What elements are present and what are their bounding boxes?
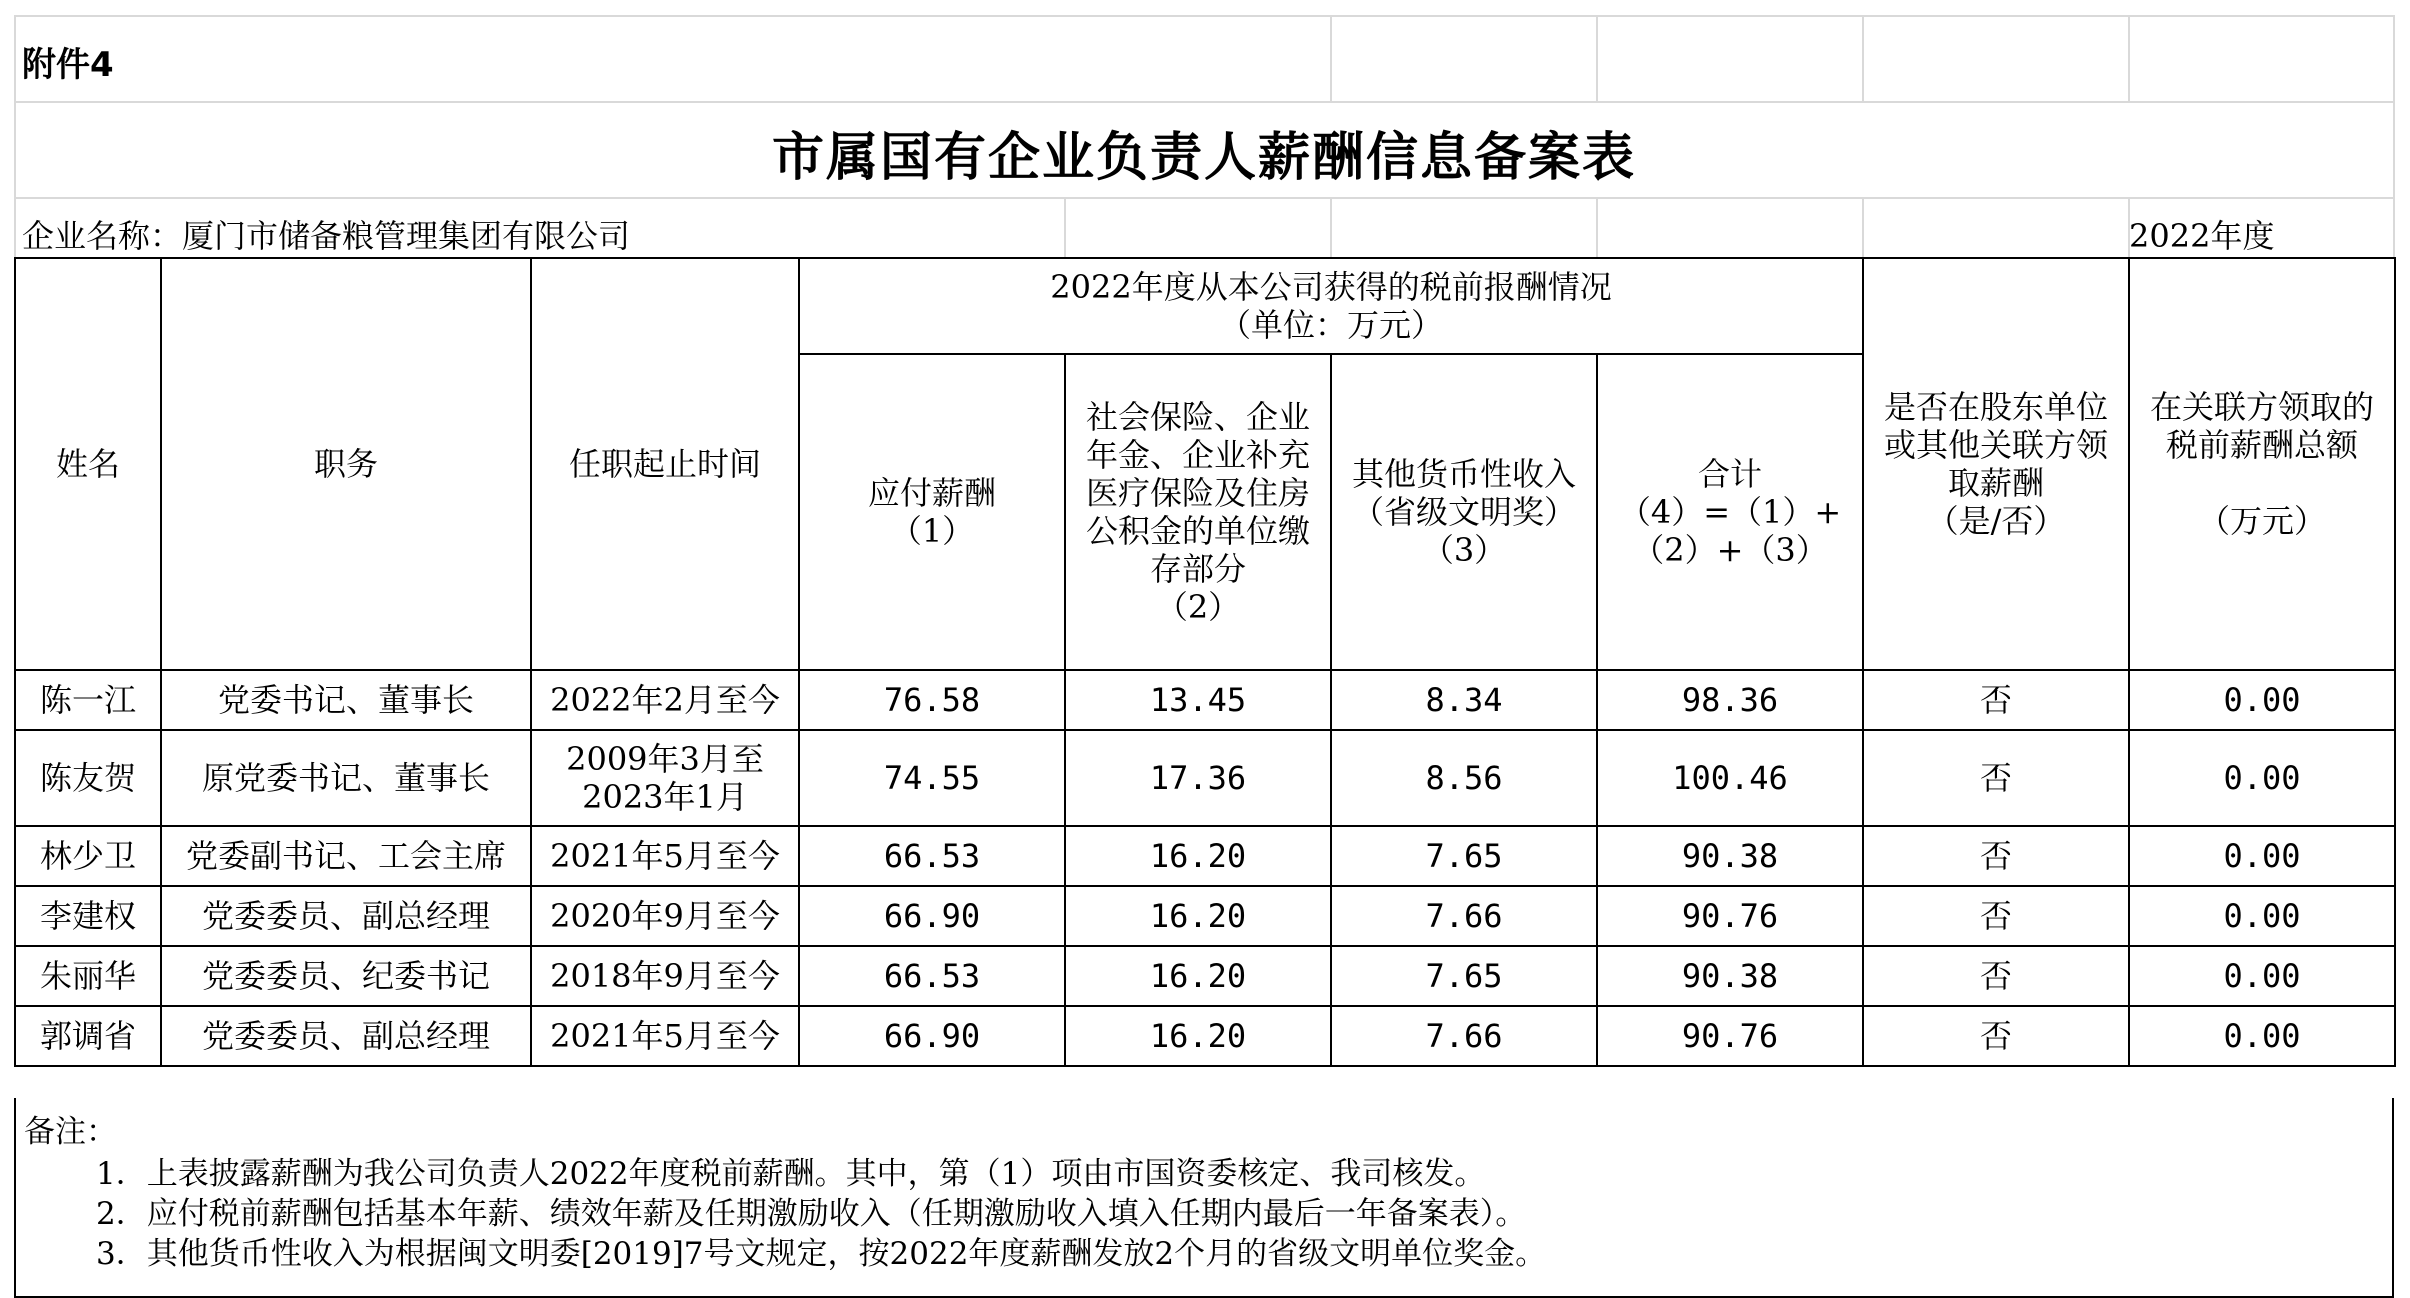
header-line: （2） bbox=[1155, 588, 1241, 626]
cell-shareholder: 否 bbox=[1863, 886, 2129, 946]
cell-name: 郭调省 bbox=[15, 1006, 161, 1066]
cell-related: 0.00 bbox=[2129, 670, 2395, 730]
cell-insurance: 16.20 bbox=[1065, 1006, 1331, 1066]
header-insurance bbox=[1065, 354, 1331, 670]
header-name: 姓名 bbox=[15, 258, 161, 670]
cell-shareholder: 否 bbox=[1863, 826, 2129, 886]
table-row bbox=[15, 730, 2395, 826]
cell-other: 8.34 bbox=[1331, 670, 1597, 730]
header-position: 职务 bbox=[161, 258, 531, 670]
cell-term bbox=[531, 730, 799, 826]
cell-other: 7.66 bbox=[1331, 886, 1597, 946]
remark-line: 1．上表披露薪酬为我公司负责人2022年度税前薪酬。其中，第（1）项由市国资委核定、我司核发。 bbox=[96, 1156, 1486, 1192]
cell-other: 7.65 bbox=[1331, 946, 1597, 1006]
cell-pay: 76.58 bbox=[799, 670, 1065, 730]
grid-line bbox=[1064, 197, 1066, 257]
cell-pay: 66.90 bbox=[799, 886, 1065, 946]
header-line: （万元） bbox=[2198, 502, 2327, 540]
cell-position: 党委委员、副总经理 bbox=[161, 1006, 531, 1066]
cell-position: 党委委员、副总经理 bbox=[161, 886, 531, 946]
table-row bbox=[15, 826, 2395, 886]
cell-total: 98.36 bbox=[1597, 670, 1863, 730]
cell-related: 0.00 bbox=[2129, 1006, 2395, 1066]
cell-name: 朱丽华 bbox=[15, 946, 161, 1006]
cell-total: 90.76 bbox=[1597, 1006, 1863, 1066]
header-related bbox=[2129, 258, 2395, 670]
cell-name: 林少卫 bbox=[15, 826, 161, 886]
cell-pay: 66.53 bbox=[799, 826, 1065, 886]
header-line: 其他货币性收入 bbox=[1351, 455, 1576, 493]
cell-pay: 74.55 bbox=[799, 730, 1065, 826]
cell-name: 陈一江 bbox=[15, 670, 161, 730]
header-line: 医疗保险及住房 bbox=[1085, 474, 1310, 512]
header-line: 取薪酬 bbox=[1948, 464, 2045, 502]
page-title: 市属国有企业负责人薪酬信息备案表 bbox=[771, 127, 1636, 188]
cell-name: 陈友贺 bbox=[15, 730, 161, 826]
header-line: 或其他关联方领 bbox=[1884, 426, 2109, 464]
header-line: 在关联方领取的 bbox=[2150, 388, 2375, 426]
grid-line bbox=[14, 15, 2394, 17]
grid-line bbox=[1596, 197, 1598, 257]
cell-position: 原党委书记、董事长 bbox=[161, 730, 531, 826]
table-row bbox=[15, 946, 2395, 1006]
header-pay bbox=[799, 354, 1065, 670]
header-line: 社会保险、企业 bbox=[1085, 398, 1310, 436]
cell-position: 党委副书记、工会主席 bbox=[161, 826, 531, 886]
attachment-label: 附件4 bbox=[22, 45, 114, 85]
cell-related: 0.00 bbox=[2129, 826, 2395, 886]
remarks-heading: 备注： bbox=[24, 1114, 117, 1150]
header-line: （4）=（1）+ bbox=[1618, 493, 1842, 531]
cell-shareholder: 否 bbox=[1863, 670, 2129, 730]
cell-related: 0.00 bbox=[2129, 946, 2395, 1006]
header-line: 是否在股东单位 bbox=[1884, 388, 2109, 426]
cell-term: 2021年5月至今 bbox=[531, 1006, 799, 1066]
cell-insurance: 17.36 bbox=[1065, 730, 1331, 826]
cell-insurance: 16.20 bbox=[1065, 886, 1331, 946]
header-line: 年金、企业补充 bbox=[1085, 436, 1310, 474]
remark-line: 3．其他货币性收入为根据闽文明委[2019]7号文规定，按2022年度薪酬发放2个月的省级文明单位奖金。 bbox=[96, 1236, 1547, 1272]
header-line: （是/否） bbox=[1926, 502, 2066, 540]
cell-other: 7.66 bbox=[1331, 1006, 1597, 1066]
cell-total: 90.38 bbox=[1597, 946, 1863, 1006]
cell-term: 2020年9月至今 bbox=[531, 886, 799, 946]
grid-line bbox=[1862, 197, 1864, 257]
header-line: （省级文明奖） bbox=[1351, 493, 1576, 531]
report-year: 2022年度 bbox=[2129, 217, 2275, 255]
header-other-income bbox=[1331, 354, 1597, 670]
cell-position: 党委委员、纪委书记 bbox=[161, 946, 531, 1006]
header-pretax-group bbox=[799, 258, 1863, 354]
cell-insurance: 13.45 bbox=[1065, 670, 1331, 730]
cell-other: 8.56 bbox=[1331, 730, 1597, 826]
cell-term: 2022年2月至今 bbox=[531, 670, 799, 730]
group-title: 2022年度从本公司获得的税前报酬情况 bbox=[1050, 268, 1612, 306]
grid-line bbox=[1862, 15, 1864, 101]
header-line: 税前薪酬总额 bbox=[2166, 426, 2359, 464]
company-name: 企业名称：厦门市储备粮管理集团有限公司 bbox=[22, 217, 631, 255]
header-term: 任职起止时间 bbox=[531, 258, 799, 670]
table-row bbox=[15, 1006, 2395, 1066]
cell-other: 7.65 bbox=[1331, 826, 1597, 886]
grid-line bbox=[1330, 15, 1332, 101]
cell-shareholder: 否 bbox=[1863, 1006, 2129, 1066]
header-shareholder bbox=[1863, 258, 2129, 670]
cell-shareholder: 否 bbox=[1863, 730, 2129, 826]
remarks-section bbox=[14, 1098, 2394, 1298]
header-total bbox=[1597, 354, 1863, 670]
cell-total: 90.38 bbox=[1597, 826, 1863, 886]
header-line: 公积金的单位缴 bbox=[1085, 512, 1310, 550]
group-unit: （单位：万元） bbox=[1219, 306, 1444, 344]
cell-position: 党委书记、董事长 bbox=[161, 670, 531, 730]
remark-line: 2．应付税前薪酬包括基本年薪、绩效年薪及任期激励收入（任期激励收入填入任期内最后一年备案表）。 bbox=[96, 1196, 1527, 1232]
cell-term: 2018年9月至今 bbox=[531, 946, 799, 1006]
cell-insurance: 16.20 bbox=[1065, 826, 1331, 886]
header-line: （1） bbox=[889, 512, 975, 550]
cell-related: 0.00 bbox=[2129, 886, 2395, 946]
grid-line bbox=[2128, 15, 2130, 101]
term-line: 2009年3月至 bbox=[566, 740, 764, 778]
table-row bbox=[15, 670, 2395, 730]
grid-line bbox=[1596, 15, 1598, 101]
cell-name: 李建权 bbox=[15, 886, 161, 946]
cell-related: 0.00 bbox=[2129, 730, 2395, 826]
cell-insurance: 16.20 bbox=[1065, 946, 1331, 1006]
grid-line bbox=[14, 197, 2394, 199]
term-line: 2023年1月 bbox=[582, 778, 748, 816]
header-line bbox=[2136, 464, 2388, 502]
header-line: 合计 bbox=[1698, 455, 1763, 493]
header-line: （2）+（3） bbox=[1632, 531, 1828, 569]
grid-line bbox=[1330, 197, 1332, 257]
cell-total: 100.46 bbox=[1597, 730, 1863, 826]
salary-table bbox=[14, 257, 2396, 1067]
header-line: （3） bbox=[1421, 531, 1507, 569]
header-line: 存部分 bbox=[1149, 550, 1246, 588]
cell-pay: 66.90 bbox=[799, 1006, 1065, 1066]
header-line: 应付薪酬 bbox=[867, 474, 996, 512]
cell-shareholder: 否 bbox=[1863, 946, 2129, 1006]
table-row bbox=[15, 886, 2395, 946]
cell-term: 2021年5月至今 bbox=[531, 826, 799, 886]
cell-total: 90.76 bbox=[1597, 886, 1863, 946]
grid-line bbox=[14, 101, 2394, 103]
cell-pay: 66.53 bbox=[799, 946, 1065, 1006]
